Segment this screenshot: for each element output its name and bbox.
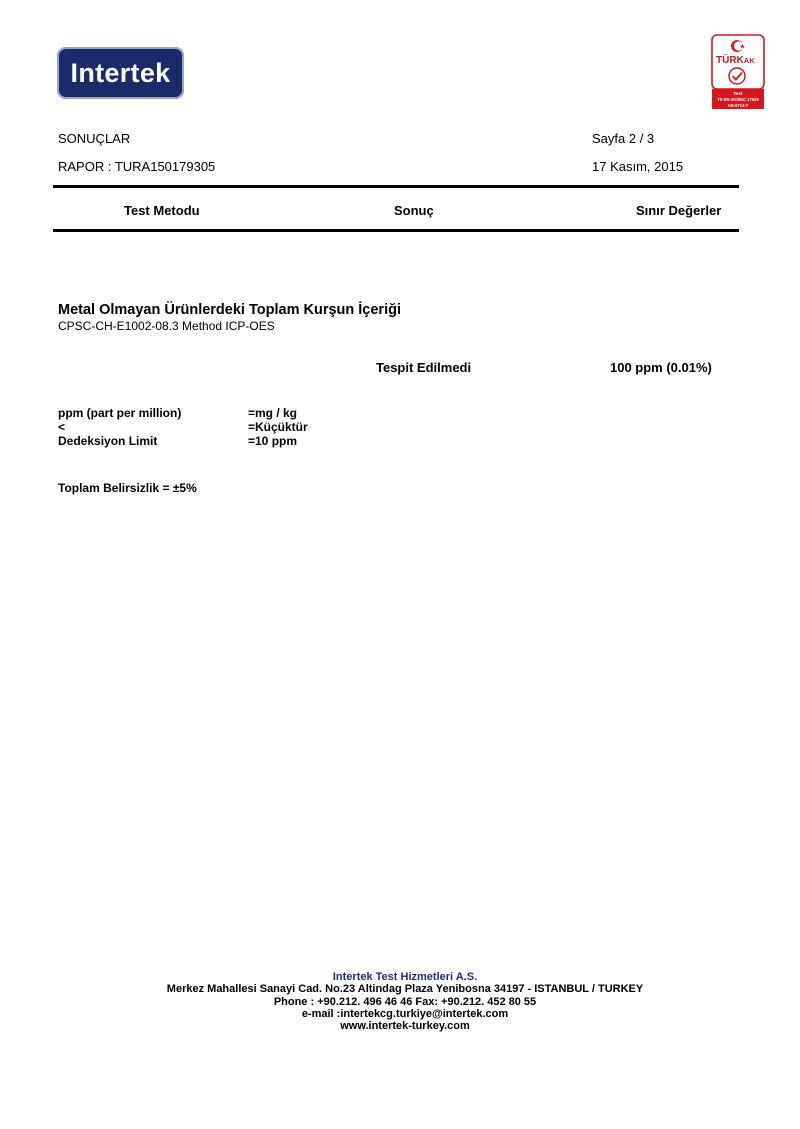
test-title: Metal Olmayan Ürünlerdeki Toplam Kurşun İçeriği bbox=[58, 302, 401, 318]
intertek-logo bbox=[57, 47, 184, 99]
turkak-accreditation-badge bbox=[711, 34, 765, 110]
turkak-brand-tur: TÜRK bbox=[716, 55, 744, 66]
legend-term: ppm (part per million) bbox=[58, 406, 182, 420]
turkak-line2: TS EN ISO/IEC 17025 bbox=[717, 97, 759, 102]
turkak-seal-icon bbox=[711, 34, 765, 110]
report-number: RAPOR : TURA150179305 bbox=[58, 159, 216, 174]
logo-text: Intertek bbox=[70, 57, 171, 88]
footer-email: e-mail :intertekcg.turkiye@intertek.com bbox=[301, 1008, 509, 1020]
test-method: CPSC-CH-E1002-08.3 Method ICP-OES bbox=[58, 319, 275, 333]
legend-definition: =mg / kg bbox=[248, 406, 298, 420]
turkak-line3: AB-0714-T bbox=[727, 103, 749, 108]
legend-definition: =10 ppm bbox=[248, 434, 298, 448]
page-number: Sayfa 2 / 3 bbox=[592, 131, 655, 146]
footer-phone: Phone : +90.212. 496 46 46 Fax: +90.212. 452 80 55 bbox=[273, 996, 537, 1008]
footer-website: www.intertek-turkey.com bbox=[340, 1020, 470, 1032]
legend-term: < bbox=[58, 420, 66, 434]
report-date: 17 Kasım, 2015 bbox=[592, 159, 684, 174]
column-test-method: Test Metodu bbox=[124, 203, 200, 218]
column-result: Sonuç bbox=[394, 203, 434, 218]
legend-definition: =Küçüktür bbox=[248, 420, 308, 434]
table-top-rule bbox=[53, 185, 739, 188]
column-limit-values: Sınır Değerler bbox=[636, 203, 722, 218]
turkak-line1: Test bbox=[733, 91, 743, 96]
turkak-brand-ak: AK bbox=[743, 56, 755, 65]
legend-term: Dedeksiyon Limit bbox=[58, 434, 158, 448]
total-uncertainty: Toplam Belirsizlik = ±5% bbox=[58, 481, 197, 495]
footer-company: Intertek Test Hizmetleri A.S. bbox=[332, 971, 478, 983]
table-bottom-rule bbox=[53, 229, 739, 232]
test-result: Tespit Edilmedi bbox=[376, 360, 472, 375]
section-title: SONUÇLAR bbox=[58, 131, 131, 146]
test-limit: 100 ppm (0.01%) bbox=[610, 360, 712, 375]
footer-address: Merkez Mahallesi Sanayi Cad. No.23 Altindag Plaza Yenibosna 34197 - ISTANBUL / TURKEY bbox=[166, 983, 644, 995]
